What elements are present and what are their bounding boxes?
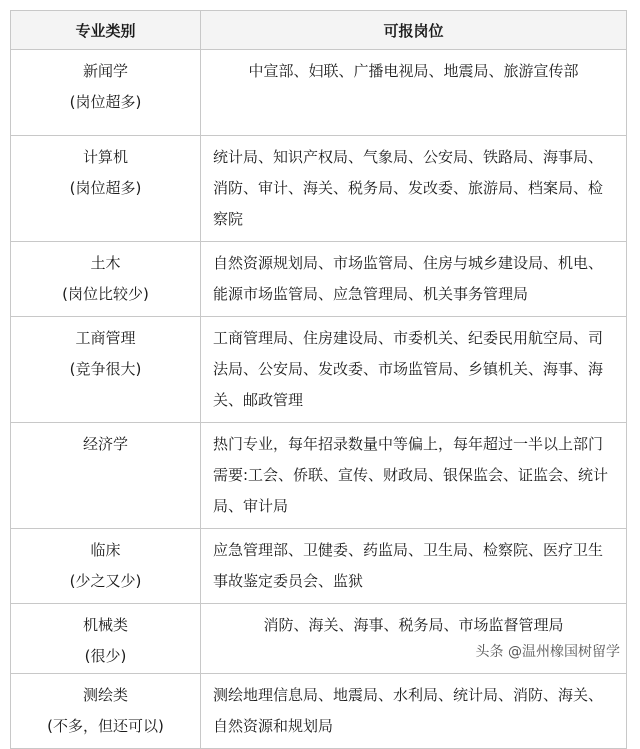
table-row [11, 136, 627, 242]
table-row [11, 242, 627, 317]
table-row [11, 317, 627, 423]
category-note: (岗位比较少) [62, 285, 149, 303]
category-note: (少之又少) [69, 572, 142, 590]
category-cell [11, 242, 201, 317]
category-note: (岗位超多) [69, 93, 142, 111]
positions-cell: 应急管理部、卫健委、药监局、卫生局、检察院、医疗卫生事故鉴定委员会、监狱 [201, 529, 627, 604]
header-category: 专业类别 [11, 11, 201, 50]
category-note: (岗位超多) [69, 179, 142, 197]
header-positions: 可报岗位 [201, 11, 627, 50]
category-name: 机械类 [82, 616, 128, 634]
header-row [11, 11, 627, 50]
table-row [11, 423, 627, 529]
category-cell [11, 529, 201, 604]
table-row [11, 674, 627, 749]
category-cell [11, 423, 201, 529]
watermark: 头条 @温州橡国树留学 [472, 639, 624, 663]
category-name: 土木 [90, 254, 121, 272]
category-note: (不多，但还可以) [47, 717, 164, 735]
positions-cell: 测绘地理信息局、地震局、水利局、统计局、消防、海关、自然资源和规划局 [201, 674, 627, 749]
category-note: (竞争很大) [69, 360, 142, 378]
category-cell [11, 604, 201, 674]
category-name: 经济学 [82, 435, 128, 453]
category-cell [11, 50, 201, 136]
category-name: 测绘类 [82, 686, 128, 704]
positions-cell: 工商管理局、住房建设局、市委机关、纪委民用航空局、司法局、公安局、发改委、市场监管局、乡镇机关、海事、海关、邮政管理 [201, 317, 627, 423]
positions-cell: 热门专业，每年招录数量中等偏上，每年超过一半以上部门需要:工会、侨联、宣传、财政局、银保监会、证监会、统计局、审计局 [201, 423, 627, 529]
category-name: 计算机 [82, 148, 128, 166]
category-name: 新闻学 [82, 62, 128, 80]
category-cell [11, 317, 201, 423]
positions-cell: 自然资源规划局、市场监管局、住房与城乡建设局、机电、能源市场监管局、应急管理局、机关事务管理局 [201, 242, 627, 317]
positions-cell: 统计局、知识产权局、气象局、公安局、铁路局、海事局、消防、审计、海关、税务局、发改委、旅游局、档案局、检察院 [201, 136, 627, 242]
category-cell [11, 674, 201, 749]
positions-cell: 消防、海关、海事、税务局、市场监督管理局 [201, 604, 627, 674]
category-note: (很少) [84, 647, 127, 665]
category-cell [11, 136, 201, 242]
category-name: 临床 [90, 541, 121, 559]
table-row [11, 50, 627, 136]
positions-cell: 中宣部、妇联、广播电视局、地震局、旅游宣传部 [201, 50, 627, 136]
category-name: 工商管理 [75, 329, 136, 347]
table-row [11, 529, 627, 604]
